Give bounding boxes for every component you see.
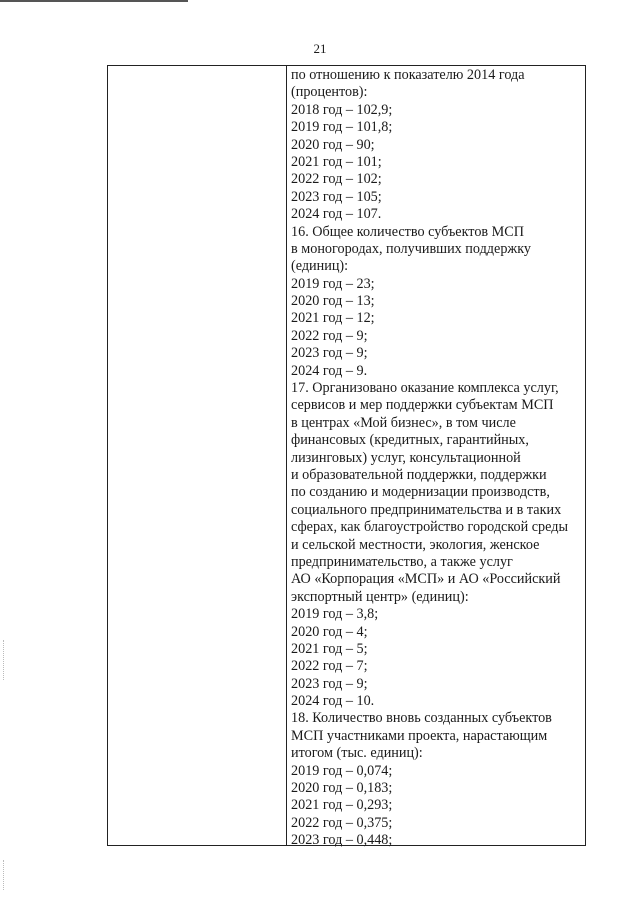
text-line: АО «Корпорация «МСП» и АО «Российский [291, 571, 561, 588]
text-line: 2021 год – 12; [291, 310, 375, 327]
text-line: 2019 год – 0,074; [291, 762, 393, 779]
text-line: 2021 год – 101; [291, 153, 382, 170]
text-line: МСП участниками проекта, нарастающим [291, 727, 548, 744]
text-line: 2019 год – 3,8; [291, 606, 379, 623]
text-line: 2019 год – 23; [291, 275, 375, 292]
text-line: предпринимательство, а также услуг [291, 553, 513, 570]
text-line: 2021 год – 5; [291, 640, 368, 657]
page-number: 21 [313, 41, 327, 56]
text-line: 2023 год – 9; [291, 675, 368, 692]
text-line: финансовых (кредитных, гарантийных, [291, 432, 529, 449]
text-line: 2022 год – 7; [291, 658, 368, 675]
text-line: 2024 год – 107. [291, 206, 382, 223]
text-line: 2022 год – 0,375; [291, 814, 393, 831]
text-line: лизинговых) услуг, консультационной [291, 449, 521, 466]
text-line: 2023 год – 105; [291, 188, 382, 205]
text-line: 18. Количество вновь созданных субъектов [291, 710, 552, 727]
text-line: 2023 год – 9; [291, 345, 368, 362]
text-line: 2020 год – 4; [291, 623, 368, 640]
text-line: 2019 год – 101,8; [291, 119, 393, 136]
top-rule [0, 0, 188, 2]
text-line: по отношению к показателю 2014 года [291, 67, 525, 83]
text-line: 2020 год – 90; [291, 136, 375, 153]
text-line: социального предпринимательства и в таких [291, 501, 562, 518]
text-line: и сельской местности, экология, женское [291, 536, 540, 553]
text-line: 2020 год – 0,183; [291, 780, 393, 797]
text-line: итогом (тыс. единиц): [291, 745, 423, 762]
text-line: 16. Общее количество субъектов МСП [291, 223, 524, 240]
margin-scan-mark [3, 860, 10, 890]
text-line: (процентов): [291, 84, 368, 101]
text-line: 2018 год – 102,9; [291, 101, 393, 118]
text-line: экспортный центр» (единиц): [291, 588, 469, 605]
margin-scan-mark [3, 640, 10, 680]
text-line: по созданию и модернизации производств, [291, 484, 550, 501]
text-line: в моногородах, получивших поддержку [291, 240, 531, 257]
text-line: 17. Организовано оказание комплекса услуг, [291, 380, 559, 397]
text-line: 2024 год – 9. [291, 362, 368, 379]
text-line: 2020 год – 13; [291, 293, 375, 310]
text-line: сервисов и мер поддержки субъектам МСП [291, 397, 554, 414]
text-line: сферах, как благоустройство городской среды [291, 519, 569, 536]
text-line: и образовательной поддержки, поддержки [291, 466, 547, 483]
text-line: 2022 год – 102; [291, 171, 382, 188]
column-divider [286, 66, 287, 845]
document-table [107, 65, 586, 849]
text-line: 2021 год – 0,293; [291, 797, 393, 814]
text-line: в центрах «Мой бизнес», в том числе [291, 414, 516, 431]
text-line: 2023 год – 0,448; [291, 832, 393, 849]
right-cell-text [291, 67, 583, 850]
text-line: 2022 год – 9; [291, 327, 368, 344]
text-line: 2024 год – 10. [291, 693, 375, 710]
text-line: (единиц): [291, 258, 349, 275]
